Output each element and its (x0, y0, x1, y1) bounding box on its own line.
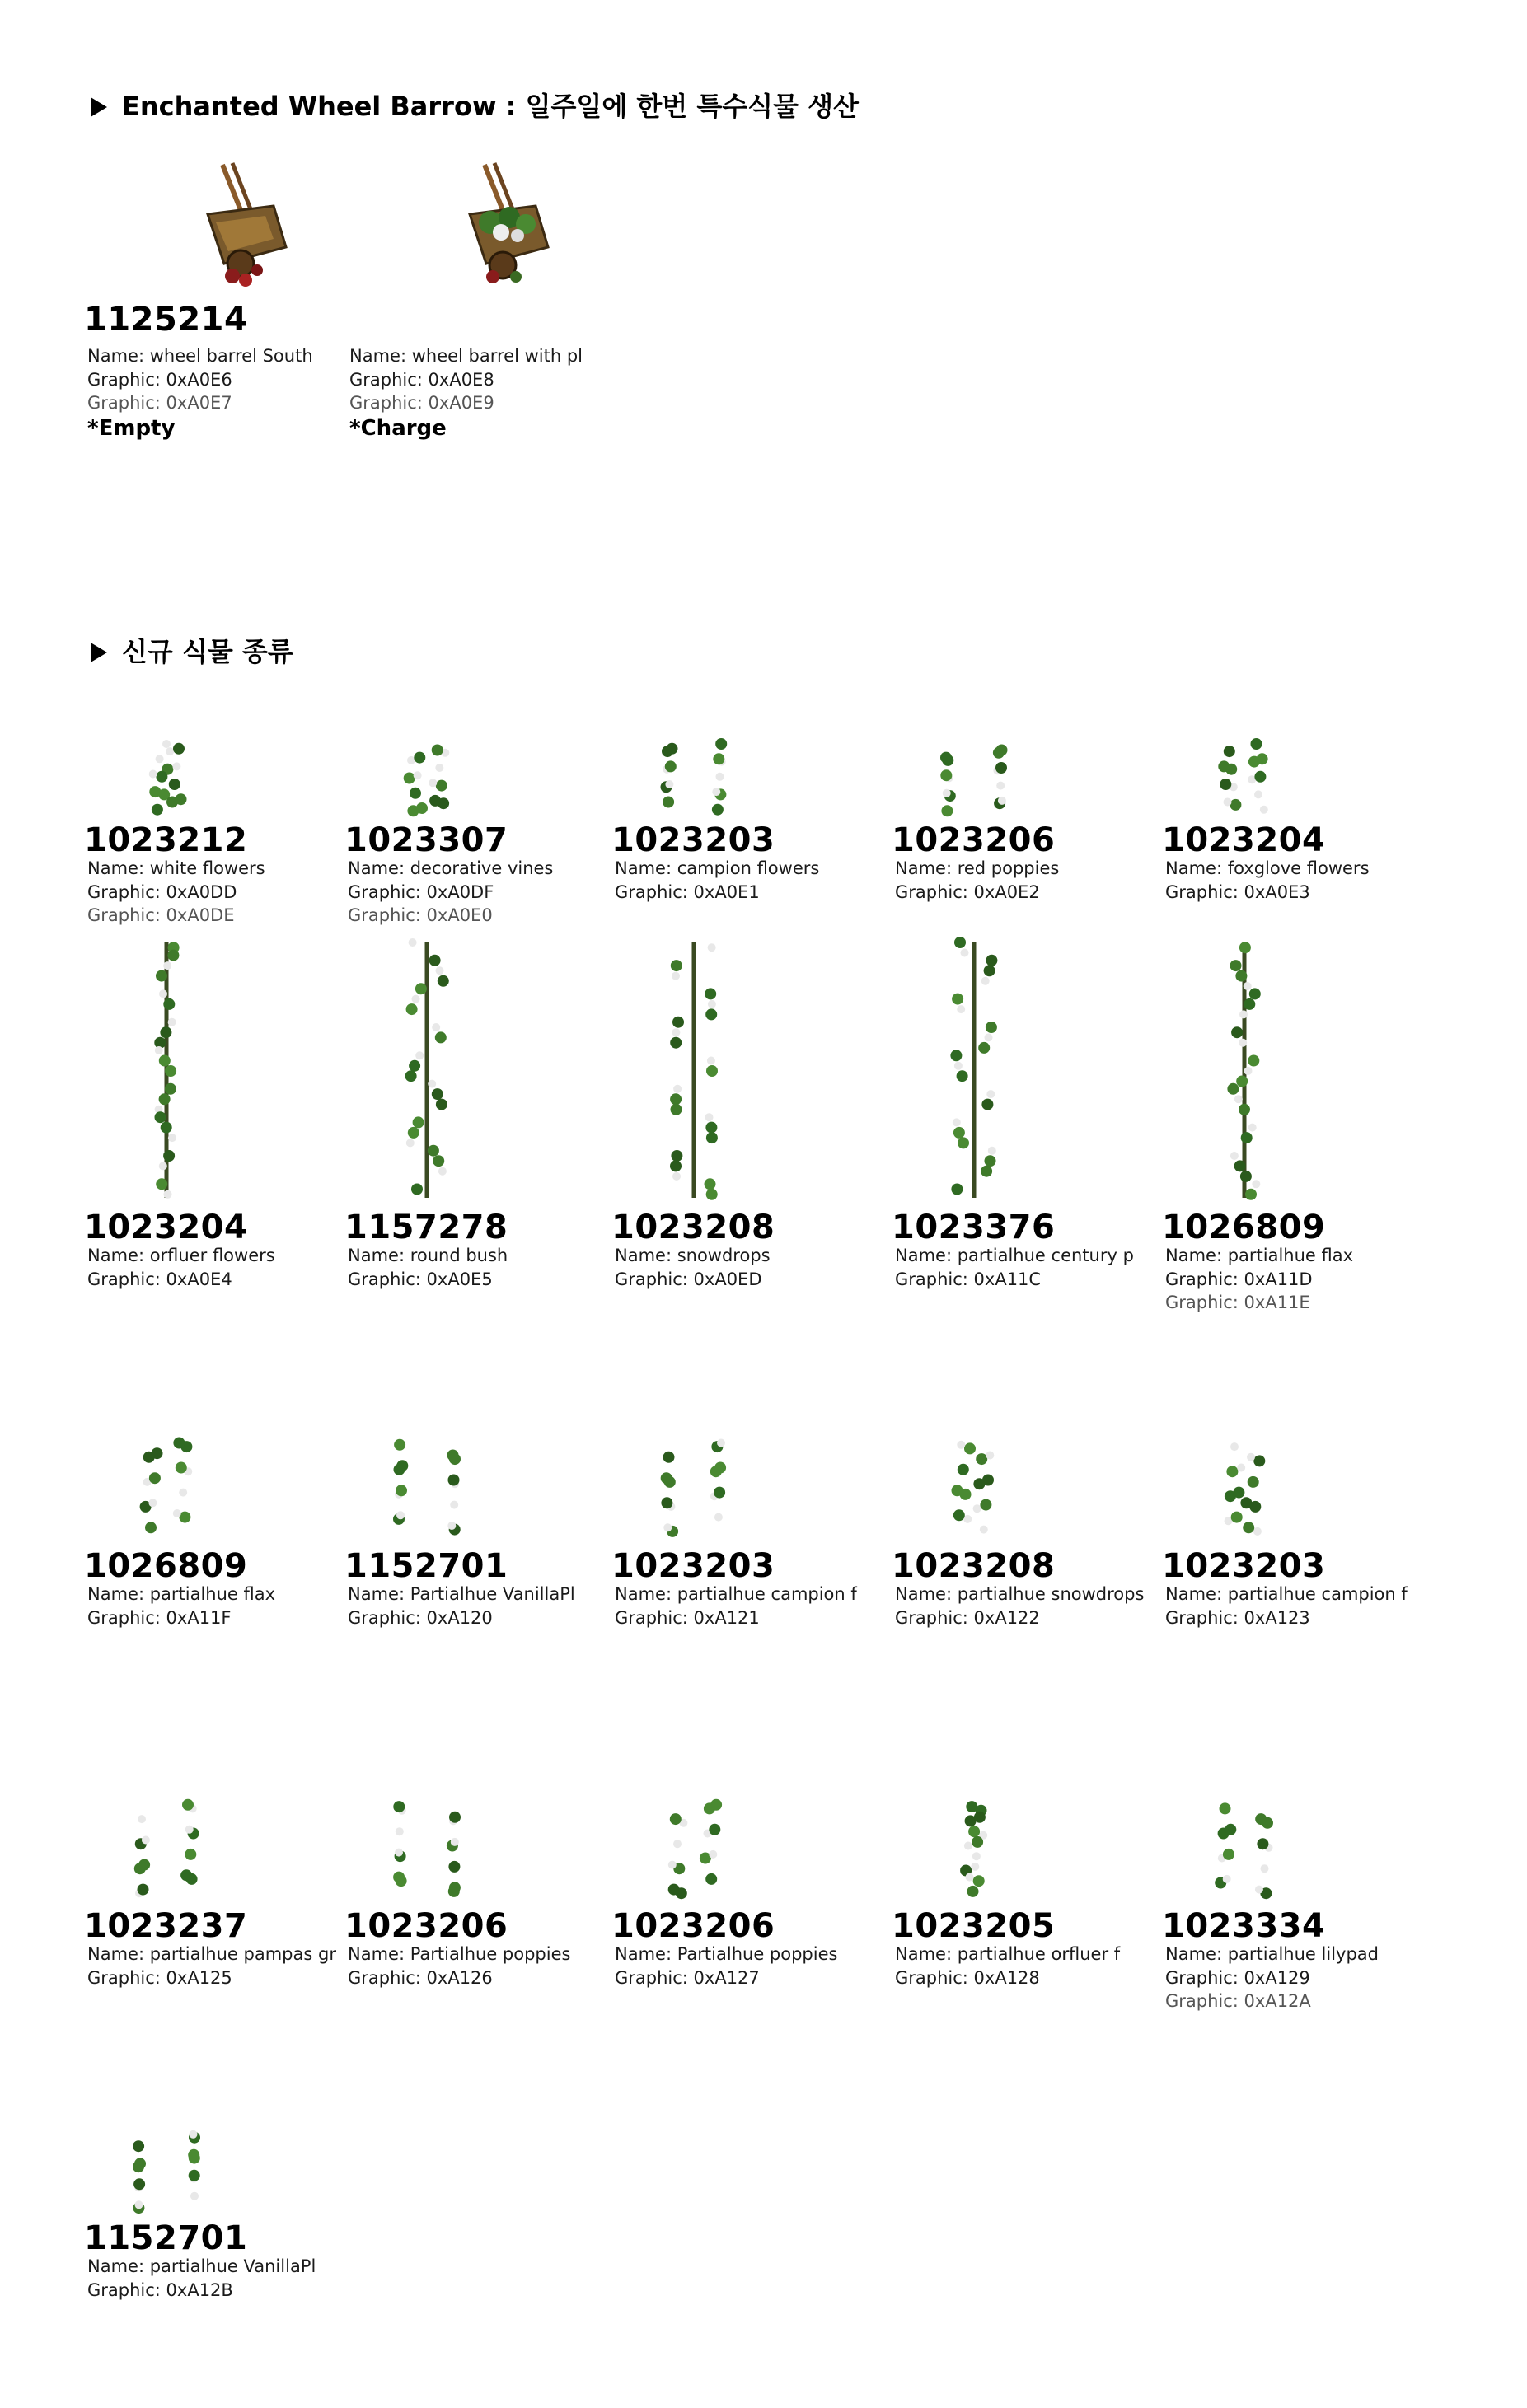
plant-item (344, 1748, 608, 2045)
item-graphic: Graphic: 0xA0E1 (615, 881, 760, 902)
item-details (348, 1244, 508, 1291)
item-name: Name: partialhue VanillaPl (87, 2256, 316, 2276)
item-name: Name: orfluer flowers (87, 1246, 275, 1265)
item-details (615, 857, 819, 904)
section-title-wheelbarrow: Enchanted Wheel Barrow : 일주일에 한번 특수식물 생산 (91, 86, 859, 124)
item-graphic: Graphic: 0xA12A (1165, 1991, 1311, 2011)
item-graphic: Graphic: 0xA11F (87, 1607, 232, 1628)
wheelbarrow-item (346, 157, 610, 453)
item-id: 1152701 (344, 1547, 508, 1585)
item-id: 1023204 (84, 1209, 248, 1246)
plant-sprite-icon (84, 1388, 348, 1545)
item-graphic: Graphic: 0xA123 (1165, 1607, 1310, 1628)
item-note: *Charge (349, 415, 447, 441)
item-graphic: Graphic: 0xA0E0 (348, 905, 493, 925)
item-id: 1023307 (344, 821, 508, 859)
item-details (895, 857, 1059, 904)
item-name: Name: partialhue orfluer f (895, 1944, 1121, 1964)
plant-sprite-icon (611, 704, 875, 819)
item-name: Name: wheel barrel with pl (349, 346, 583, 366)
item-id: 1023203 (1162, 1547, 1326, 1585)
item-details (348, 857, 553, 928)
item-name: Name: red poppies (895, 858, 1060, 878)
item-name: Name: round bush (348, 1246, 508, 1265)
plant-item (84, 704, 348, 959)
plant-sprite-icon (892, 704, 1155, 819)
item-name: Name: snowdrops (615, 1246, 771, 1265)
plant-item (892, 934, 1155, 1346)
item-details (87, 1943, 336, 1990)
item-details (895, 1583, 1144, 1629)
item-details (1165, 857, 1370, 904)
plant-sprite-icon (84, 2085, 348, 2217)
plant-sprite-icon (611, 934, 875, 1206)
item-graphic: Graphic: 0xA0ED (615, 1269, 762, 1289)
item-id: 1023206 (344, 1907, 508, 1945)
triangle-bullet-icon (91, 643, 107, 662)
plant-item (611, 934, 875, 1346)
item-graphic: Graphic: 0xA11D (1165, 1269, 1313, 1289)
plant-item (1162, 1388, 1426, 1685)
item-details (87, 344, 313, 442)
item-graphic: Graphic: 0xA11C (895, 1269, 1042, 1289)
plant-item (84, 2085, 348, 2357)
item-id: 1152701 (84, 2219, 248, 2257)
item-graphic: Graphic: 0xA128 (895, 1967, 1040, 1988)
plant-sprite-icon (892, 1388, 1155, 1545)
item-name: Name: partialhue century p (895, 1246, 1134, 1265)
item-graphic: Graphic: 0xA0E4 (87, 1269, 232, 1289)
item-name: Name: Partialhue poppies (615, 1944, 838, 1964)
item-id: 1125214 (84, 301, 248, 339)
item-details (1165, 1943, 1379, 2013)
item-id: 1023208 (892, 1547, 1056, 1585)
item-name: Name: partialhue flax (1165, 1246, 1354, 1265)
plant-item (344, 704, 608, 959)
item-details (87, 857, 265, 928)
item-graphic: Graphic: 0xA0DD (87, 881, 237, 902)
item-details (349, 344, 583, 442)
item-graphic: Graphic: 0xA127 (615, 1967, 760, 1988)
item-details (87, 1583, 275, 1629)
plant-sprite-icon (1162, 1388, 1426, 1545)
item-name: Name: Partialhue VanillaPl (348, 1584, 575, 1604)
item-details (1165, 1583, 1408, 1629)
item-graphic: Graphic: 0xA125 (87, 1967, 232, 1988)
plant-sprite-icon (344, 704, 608, 819)
item-graphic: Graphic: 0xA0E9 (349, 393, 494, 413)
item-name: Name: white flowers (87, 858, 265, 878)
plant-sprite-icon (344, 1748, 608, 1905)
item-graphic: Graphic: 0xA129 (1165, 1967, 1310, 1988)
item-name: Name: partialhue pampas gr (87, 1944, 336, 1964)
wheelbarrow-item (84, 157, 348, 453)
item-graphic: Graphic: 0xA126 (348, 1967, 493, 1988)
plant-item (892, 704, 1155, 959)
item-graphic: Graphic: 0xA12B (87, 2279, 233, 2300)
item-graphic: Graphic: 0xA0DF (348, 881, 494, 902)
item-id: 1023205 (892, 1907, 1056, 1945)
item-graphic: Graphic: 0xA0E6 (87, 369, 232, 390)
plant-sprite-icon (84, 1748, 348, 1905)
item-graphic: Graphic: 0xA0E3 (1165, 881, 1310, 902)
item-details (348, 1583, 575, 1629)
plant-item (84, 1388, 348, 1685)
item-graphic: Graphic: 0xA11E (1165, 1293, 1310, 1312)
plant-sprite-icon (1162, 934, 1426, 1206)
item-id: 1023212 (84, 821, 248, 859)
plant-item (84, 934, 348, 1346)
plant-item (611, 1388, 875, 1685)
plant-sprite-icon (611, 1748, 875, 1905)
item-name: Name: partialhue lilypad (1165, 1944, 1379, 1964)
item-id: 1026809 (84, 1547, 248, 1585)
item-graphic: Graphic: 0xA0E8 (349, 369, 494, 390)
item-name: Name: Partialhue poppies (348, 1944, 571, 1964)
item-details (615, 1583, 857, 1629)
item-details (348, 1943, 570, 1990)
plant-sprite-icon (344, 1388, 608, 1545)
plant-item (1162, 934, 1426, 1346)
item-name: Name: decorative vines (348, 858, 554, 878)
item-graphic: Graphic: 0xA0E2 (895, 881, 1040, 902)
item-name: Name: campion flowers (615, 858, 820, 878)
plant-sprite-icon (1162, 1748, 1426, 1905)
item-id: 1023237 (84, 1907, 248, 1945)
item-id: 1026809 (1162, 1209, 1326, 1246)
item-graphic: Graphic: 0xA0DE (87, 905, 235, 925)
plant-sprite-icon (611, 1388, 875, 1545)
plant-sprite-icon (892, 1748, 1155, 1905)
item-id: 1023203 (611, 1547, 775, 1585)
wheelbarrow-empty-icon (84, 157, 348, 288)
item-graphic: Graphic: 0xA121 (615, 1607, 760, 1628)
item-details (87, 1244, 275, 1291)
item-id: 1023204 (1162, 821, 1326, 859)
plant-item (892, 1388, 1155, 1685)
item-details (615, 1943, 837, 1990)
item-id: 1023206 (611, 1907, 775, 1945)
plant-item (344, 1388, 608, 1685)
plant-sprite-icon (344, 934, 608, 1206)
plant-sprite-icon (84, 704, 348, 819)
item-graphic: Graphic: 0xA120 (348, 1607, 493, 1628)
item-id: 1023203 (611, 821, 775, 859)
item-id: 1023376 (892, 1209, 1056, 1246)
item-graphic: Graphic: 0xA122 (895, 1607, 1040, 1628)
plant-item (611, 704, 875, 959)
wheelbarrow-charged-icon (346, 157, 610, 288)
plant-item (892, 1748, 1155, 2045)
plant-item (611, 1748, 875, 2045)
item-name: Name: foxglove flowers (1165, 858, 1370, 878)
item-name: Name: partialhue campion f (615, 1584, 857, 1604)
item-id: 1023206 (892, 821, 1056, 859)
item-graphic: Graphic: 0xA0E7 (87, 393, 232, 413)
item-note: *Empty (87, 415, 176, 441)
item-details (615, 1244, 771, 1291)
item-name: Name: partialhue flax (87, 1584, 276, 1604)
item-name: Name: partialhue campion f (1165, 1584, 1408, 1604)
plant-sprite-icon (84, 934, 348, 1206)
item-name: Name: partialhue snowdrops (895, 1584, 1145, 1604)
section-title-new-plants: 신규 식물 종류 (91, 631, 293, 669)
item-id: 1023208 (611, 1209, 775, 1246)
item-id: 1023334 (1162, 1907, 1326, 1945)
triangle-bullet-icon (91, 97, 107, 117)
item-name: Name: wheel barrel South (87, 346, 313, 366)
item-graphic: Graphic: 0xA0E5 (348, 1269, 493, 1289)
plant-item (84, 1748, 348, 2045)
plant-item (1162, 1748, 1426, 2045)
plant-sprite-icon (892, 934, 1155, 1206)
item-details (895, 1244, 1134, 1291)
item-details (895, 1943, 1120, 1990)
item-details (87, 2255, 316, 2302)
plant-item (344, 934, 608, 1346)
plant-sprite-icon (1162, 704, 1426, 819)
item-id: 1157278 (344, 1209, 508, 1246)
plant-item (1162, 704, 1426, 959)
item-details (1165, 1244, 1353, 1315)
